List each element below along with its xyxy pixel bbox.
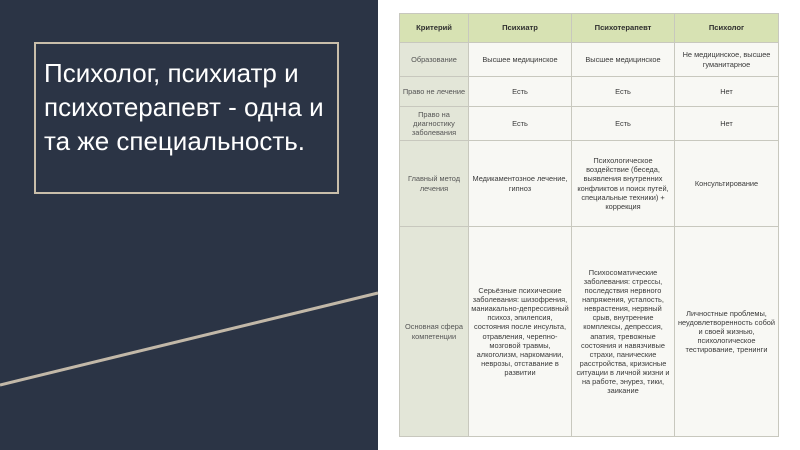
table-header-row <box>400 14 779 43</box>
header-psychologist: Психолог <box>675 14 779 43</box>
table-cell: Медикаментозное лечение, гипноз <box>469 141 572 227</box>
comparison-table-wrap <box>399 13 778 437</box>
table-row <box>400 107 779 141</box>
row-criterion: Главный метод лечения <box>400 141 469 227</box>
row-criterion: Основная сфера компетенции <box>400 227 469 437</box>
table-cell: Психологическое воздействие (беседа, выявления внутренних конфликтов и поиск путей, специальные техники) + коррекция <box>572 141 675 227</box>
comparison-table <box>399 13 779 437</box>
table-cell: Не медицинское, высшее гуманитарное <box>675 43 779 77</box>
slide-title-box <box>34 42 339 194</box>
table-cell: Нет <box>675 77 779 107</box>
header-criterion: Критерий <box>400 14 469 43</box>
table-cell: Есть <box>572 77 675 107</box>
table-cell: Нет <box>675 107 779 141</box>
table-row <box>400 77 779 107</box>
slide-title: Психолог, психиатр и психотерапевт - одна и та же специальность. <box>44 58 324 156</box>
table-row <box>400 43 779 77</box>
table-cell: Серьёзные психические заболевания: шизофрения, маниакально-депрессивный психоз, эпилепсия, состояния после инсульта, отравления, черепно-мозговой травмы, алкоголизм, наркомании, неврозы, отставание в развитии <box>469 227 572 437</box>
header-psychiatrist: Психиатр <box>469 14 572 43</box>
table-cell: Психосоматические заболевания: стрессы, последствия нервного напряжения, усталость, неврастения, нервный срыв, внутренние комплексы, депрессия, апатия, тревожные состояния и навязчивые страхи, панические расстройства, кризисные ситуации в личной жизни и на работе, энурез, тики, заикание <box>572 227 675 437</box>
row-criterion: Право на диагностику заболевания <box>400 107 469 141</box>
table-cell: Консультирование <box>675 141 779 227</box>
table-cell: Есть <box>572 107 675 141</box>
table-cell: Высшее медицинское <box>572 43 675 77</box>
table-cell: Есть <box>469 77 572 107</box>
row-criterion: Право не лечение <box>400 77 469 107</box>
table-cell: Личностные проблемы, неудовлетворенность собой и своей жизнью, психологическое тестирование, тренинги <box>675 227 779 437</box>
table-row <box>400 227 779 437</box>
slide-left-panel <box>0 0 378 450</box>
row-criterion: Образование <box>400 43 469 77</box>
header-psychotherapist: Психотерапевт <box>572 14 675 43</box>
table-cell: Высшее медицинское <box>469 43 572 77</box>
table-row <box>400 141 779 227</box>
table-cell: Есть <box>469 107 572 141</box>
